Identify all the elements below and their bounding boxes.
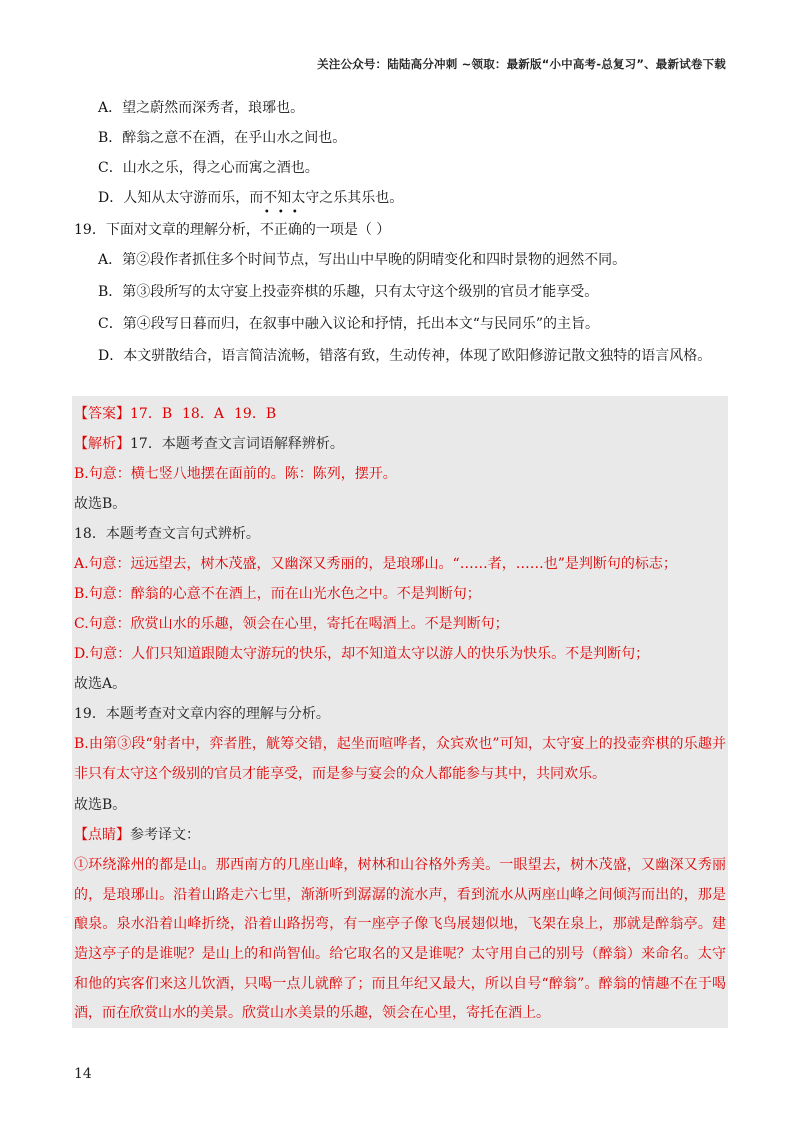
q19-option-b: B．第③段所写的太守宴上投壶弈棋的乐趣，只有太守这个级别的官员才能享受。 [98,284,599,300]
answer-row [74,398,726,428]
q19-suffix: 的一项是（ ） [301,222,391,238]
answer-label: 【答案】 [74,406,130,422]
emphasis-char: 不 [259,222,274,238]
dianjing-title: 参考译文： [130,827,200,844]
analysis-18-title: 18．本题考查文言句式辨析。 [74,526,260,542]
analysis-18-d: D.句意：人们只知道跟随太守游玩的快乐，却不知道太守以游人的快乐为快乐。不是判断句； [74,646,650,662]
analysis-19-title: 19．本题考查对文章内容的理解与分析。 [74,706,330,722]
analysis-17-title: 17．本题考查文言词语解释辨析。 [130,436,344,452]
answer-item: 19．B [234,406,277,422]
analysis-19-b: B.由第③段“射者中，弈者胜，觥筹交错，起坐而喧哗者，众宾欢也”可知，太守宴上的投壶弈棋的乐趣并非只有太守这个级别的官员才能享受，而是参与宴会的众人都能参与其中，共同欢乐。 [74,736,726,782]
analysis-row [74,428,726,458]
q19-prefix: 19．下面对文章的理解分析， [74,222,260,238]
analysis-18-b: B.句意：醉翁的心意不在酒上，而在山光水色之中。不是判断句； [74,586,481,602]
dianjing-label: 【点睛】 [74,827,130,844]
dianjing-row [74,819,726,849]
question-block [74,98,734,366]
analysis-18-a: A.句意：远远望去，树木茂盛，又幽深又秀丽的，是琅琊山。“……者，……也”是判断句的标志； [74,556,677,572]
q19-option-d: D．本文骈散结合，语言简洁流畅，错落有致，生动传神，体现了欧阳修游记散文独特的语言风格。 [98,348,712,364]
q18-option-d: D．人知从太守游而乐，而不知太守之乐其乐也。 [98,190,404,206]
translation-paragraph: ①环绕滁州的都是山。那西南方的几座山峰，树林和山谷格外秀美。一眼望去，树木茂盛，又幽深又秀丽的，是琅琊山。沿着山路走六七里，渐渐听到潺潺的流水声，看到流水从两座山峰之间倾泻而出的，那是酿泉。泉水沿着山峰折绕，沿着山路拐弯，有一座亭子像飞鸟展翅似地，飞架在泉上，那就是醉翁亭。建造这亭子的是谁呢？是山上的和尚智仙。给它取名的又是谁呢？太守用自己的别号（醉翁）来命名。太守和他的宾客们来这儿饮酒，只喝一点儿就醉了；而且年纪又最大，所以自号“醉翁”。醉翁的情趣不在于喝酒，而在欣赏山水的美景。欣赏山水美景的乐趣，领会在心里，寄托在酒上。 [74,857,726,1022]
q19-options [74,250,734,366]
analysis-17-b: B.句意：横七竖八地摆在面前的。陈：陈列，摆开。 [74,466,397,482]
q19-option-c: C．第④段写日暮而归，在叙事中融入议论和抒情，托出本文“与民同乐”的主旨。 [98,316,600,332]
q18-option-a: A．望之蔚然而深秀者，琅琊也。 [98,100,305,116]
answer-section [74,398,726,1029]
analysis-17-pick: 故选B。 [74,496,127,512]
q18-option-c: C．山水之乐，得之心而寓之酒也。 [98,160,319,176]
answer-item: 18．A [182,406,224,422]
analysis-18-pick: 故选A。 [74,676,127,692]
analysis-18-c: C.句意：欣赏山水的乐趣，领会在心里，寄托在喝酒上。不是判断句； [74,616,509,632]
q19-stem [74,220,734,240]
emphasis-char: 确 [287,222,302,238]
analysis-19-pick: 故选B。 [74,797,127,814]
q18-option-b: B．醉翁之意不在酒，在乎山水之间也。 [98,130,347,146]
page-header: 关注公众号：陆陆高分冲刺 ~领取：最新版“小中高考-总复习”、最新试卷下载 [317,57,726,71]
q19-option-a: A．第②段作者抓住多个时间节点，写出山中早晚的阴晴变化和四时景物的迥然不同。 [98,252,627,268]
emphasis-char: 正 [273,222,288,238]
analysis-label: 【解析】 [74,436,130,452]
page-number: 14 [74,1066,92,1082]
answer-item: 17．B [130,406,173,422]
